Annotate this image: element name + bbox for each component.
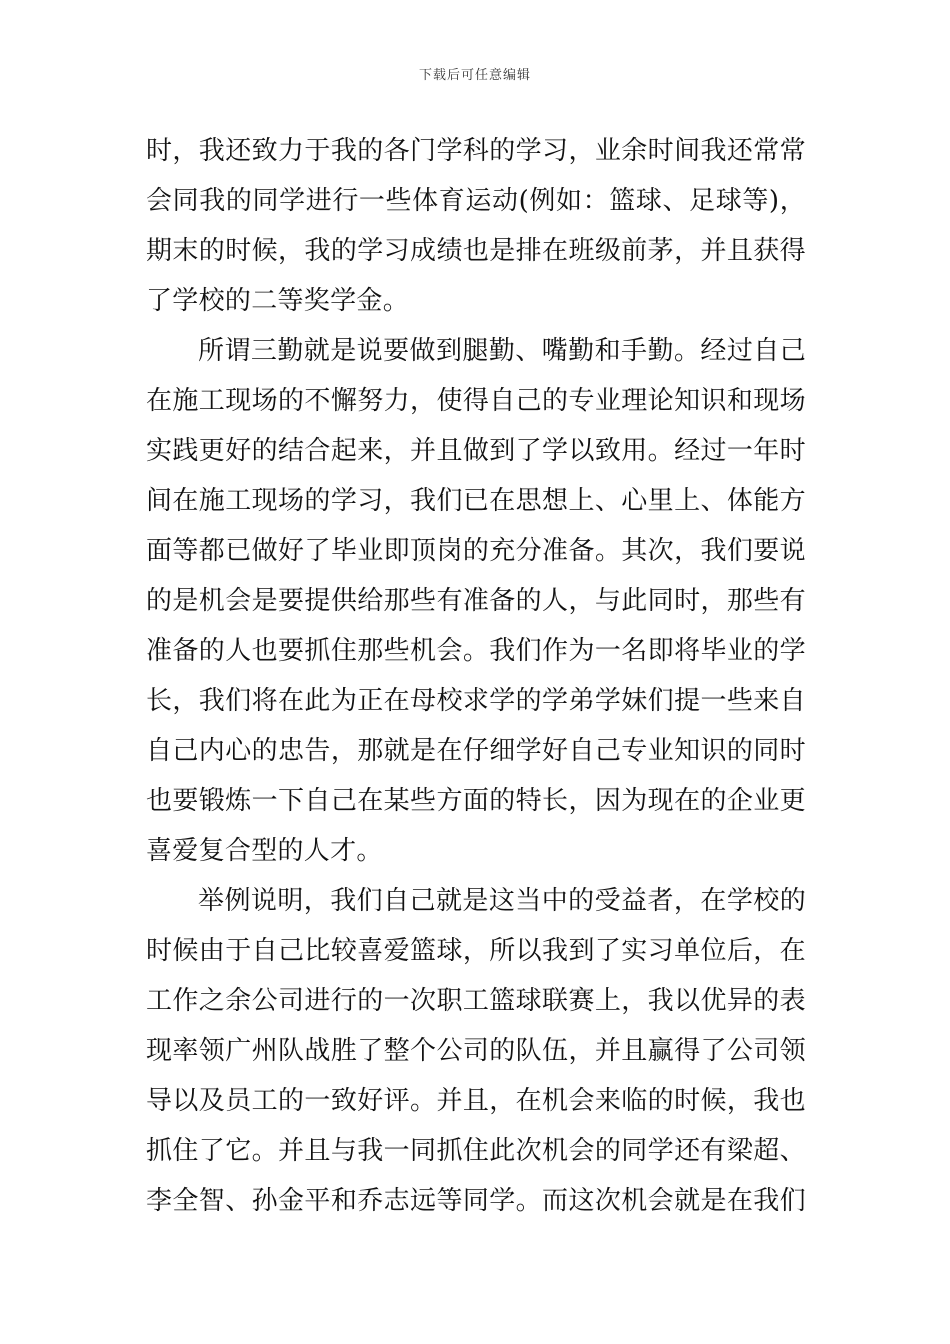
text-line: 间在施工现场的学习，我们已在思想上、心里上、体能方	[146, 486, 806, 516]
text-line: 会同我的同学进行一些体育运动(例如：篮球、足球等)，	[146, 186, 806, 216]
paragraph	[146, 876, 806, 1226]
text-line: 喜爱复合型的人才。	[146, 836, 383, 866]
text-line: 现率领广州队战胜了整个公司的队伍，并且赢得了公司领	[146, 1036, 806, 1066]
text-line: 也要锻炼一下自己在某些方面的特长，因为现在的企业更	[146, 786, 806, 816]
text-line: 李全智、孙金平和乔志远等同学。而这次机会就是在我们	[146, 1186, 806, 1216]
page-header: 下载后可任意编辑	[418, 68, 531, 83]
text-line: 所谓三勤就是说要做到腿勤、嘴勤和手勤。经过自己	[198, 336, 806, 366]
text-line: 抓住了它。并且与我一同抓住此次机会的同学还有梁超、	[146, 1136, 806, 1166]
text-line: 时，我还致力于我的各门学科的学习，业余时间我还常常	[146, 136, 806, 166]
text-line: 导以及员工的一致好评。并且，在机会来临的时候，我也	[146, 1086, 806, 1116]
text-line: 面等都已做好了毕业即顶岗的充分准备。其次，我们要说	[146, 536, 806, 566]
text-line: 实践更好的结合起来，并且做到了学以致用。经过一年时	[146, 436, 806, 466]
text-line: 在施工现场的不懈努力，使得自己的专业理论知识和现场	[146, 386, 806, 416]
paragraph	[146, 126, 806, 326]
paragraph	[146, 326, 806, 876]
text-line: 了学校的二等奖学金。	[146, 286, 410, 316]
text-line: 准备的人也要抓住那些机会。我们作为一名即将毕业的学	[146, 636, 806, 666]
text-line: 期末的时候，我的学习成绩也是排在班级前茅，并且获得	[146, 236, 806, 266]
text-line: 时候由于自己比较喜爱篮球，所以我到了实习单位后，在	[146, 936, 806, 966]
text-line: 长，我们将在此为正在母校求学的学弟学妹们提一些来自	[146, 686, 806, 716]
text-line: 自己内心的忠告，那就是在仔细学好自己专业知识的同时	[146, 736, 806, 766]
document-body	[146, 126, 806, 1226]
text-line: 举例说明，我们自己就是这当中的受益者，在学校的	[198, 886, 806, 916]
text-line: 的是机会是要提供给那些有准备的人，与此同时，那些有	[146, 586, 806, 616]
text-line: 工作之余公司进行的一次职工篮球联赛上，我以优异的表	[146, 986, 806, 1016]
